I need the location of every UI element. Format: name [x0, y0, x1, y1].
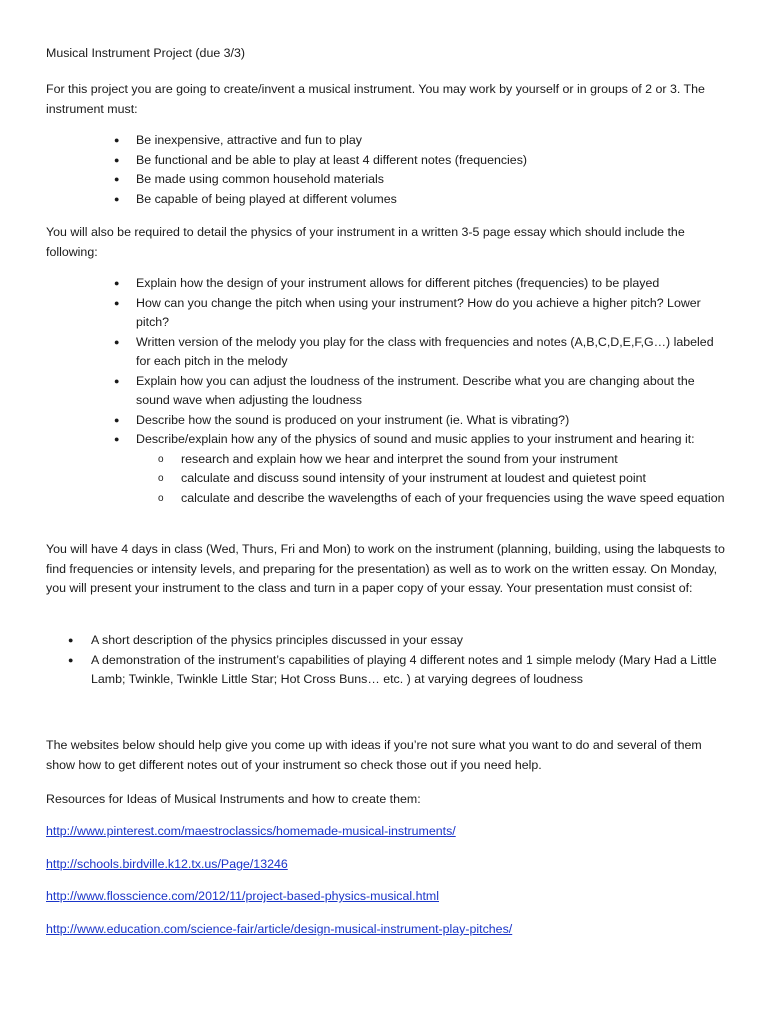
- bullet-icon: ●: [114, 375, 120, 386]
- flosscience-link[interactable]: http://www.flosscience.com/2012/11/project-based-physics-musical.html: [46, 889, 439, 903]
- list-item: ● Be capable of being played at different volumes: [46, 190, 726, 210]
- presentation-list: [46, 631, 726, 690]
- sub-list-item: o calculate and discuss sound intensity of your instrument at loudest and quietest point: [46, 469, 726, 489]
- circle-bullet-icon: o: [158, 473, 164, 484]
- circle-bullet-icon: o: [158, 492, 164, 504]
- resources-heading: Resources for Ideas of Musical Instruments and how to create them:: [46, 792, 421, 806]
- bullet-icon: ●: [114, 154, 120, 165]
- bullet-icon: ●: [114, 174, 120, 184]
- list-item: ● Be made using common household materials: [46, 170, 726, 190]
- circle-bullet-icon: o: [158, 453, 164, 465]
- schedule-paragraph: You will have 4 days in class (Wed, Thurs, Fri and Mon) to work on the instrument (planning, building, using the labquests to find frequencies or intensity levels, and preparing for the presentation) as well as to work on the written essay. On Monday, you will present your instrument to the class and turn in a paper copy of your essay. Your presentation must consist of:: [46, 542, 725, 595]
- bullet-icon: ●: [68, 654, 74, 665]
- list-item: ● Be functional and be able to play at least 4 different notes (frequencies): [46, 151, 726, 171]
- bullet-icon: ●: [68, 635, 74, 645]
- page-title: Musical Instrument Project (due 3/3): [46, 46, 246, 60]
- essay-requirements-list: [46, 274, 726, 508]
- list-item: ● Describe/explain how any of the physics of sound and music applies to your instrument and hearing it:: [46, 430, 726, 450]
- bullet-icon: ●: [114, 278, 120, 288]
- link-row: [46, 822, 726, 842]
- list-item: ● Describe how the sound is produced on your instrument (ie. What is vibrating?): [46, 411, 726, 431]
- education-link[interactable]: http://www.education.com/science-fair/article/design-musical-instrument-play-pitches/: [46, 922, 513, 936]
- pinterest-link[interactable]: http://www.pinterest.com/maestroclassics/homemade-musical-instruments/: [46, 824, 456, 838]
- list-item: ● Explain how the design of your instrument allows for different pitches (frequencies) to be played: [46, 274, 726, 294]
- list-item: ● Explain how you can adjust the loudness of the instrument. Describe what you are changing about the sound wave when adjusting the loudness: [114, 373, 695, 407]
- bullet-icon: ●: [114, 414, 120, 425]
- link-row: [46, 887, 726, 907]
- sub-list-item: o research and explain how we hear and interpret the sound from your instrument: [46, 450, 726, 470]
- link-row: [46, 920, 726, 940]
- bullet-icon: ●: [114, 135, 120, 145]
- bullet-icon: ●: [114, 434, 120, 444]
- list-item: ● A short description of the physics principles discussed in your essay: [46, 631, 726, 651]
- intro-paragraph: For this project you are going to create/invent a musical instrument. You may work by yourself or in groups of 2 or 3. The instrument must:: [46, 82, 705, 116]
- list-item: ● A demonstration of the instrument’s capabilities of playing 4 different notes and 1 simple melody (Mary Had a Little Lamb; Twinkle, Twinkle Little Star; Hot Cross Buns… etc. ) at varying degrees of loudness: [68, 652, 717, 686]
- sub-list-item: o calculate and describe the wavelengths of each of your frequencies using the wave speed equation: [46, 489, 726, 509]
- link-row: [46, 855, 726, 875]
- bullet-icon: ●: [114, 193, 120, 204]
- requirements-list: [46, 131, 726, 209]
- birdville-link[interactable]: http://schools.birdville.k12.tx.us/Page/13246: [46, 857, 288, 871]
- list-item: ● Be inexpensive, attractive and fun to play: [46, 131, 726, 151]
- bullet-icon: ●: [114, 336, 120, 347]
- list-item: ● Written version of the melody you play for the class with frequencies and notes (A,B,C,D,E,F,G…) labeled for each pitch in the melody: [114, 334, 714, 368]
- essay-intro-paragraph: You will also be required to detail the physics of your instrument in a written 3-5 page essay which should include the following:: [46, 225, 685, 259]
- bullet-icon: ●: [114, 297, 120, 308]
- list-item: ● How can you change the pitch when using your instrument? How do you achieve a higher pitch? Lower pitch?: [114, 295, 701, 329]
- websites-paragraph: The websites below should help give you come up with ideas if you’re not sure what you want to do and several of them show how to get different notes out of your instrument so check those out if you need help.: [46, 738, 702, 772]
